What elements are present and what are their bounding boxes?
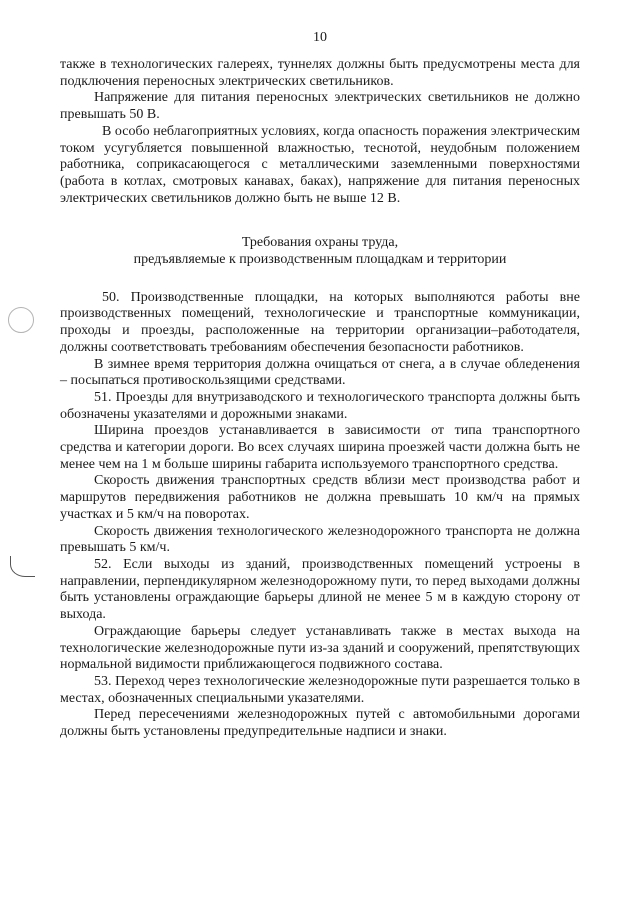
paragraph-barriers: Ограждающие барьеры следует устанавливать также в местах выхода на технологические железнодорожные пути из-за зданий и сооружений, препятствующих нормальной видимости приближающегося подвижного состава. xyxy=(60,623,580,673)
paragraph-rail-speed: Скорость движения технологического железнодорожного транспорта не должна превышать 5 км/ч. xyxy=(60,523,580,556)
punch-hole-mark xyxy=(10,556,35,577)
section-heading-line-2: предъявляемые к производственным площадкам и территории xyxy=(133,252,507,268)
punch-hole-mark xyxy=(8,307,34,333)
document-body xyxy=(60,57,580,741)
paragraph-passage-width: Ширина проездов устанавливается в зависимости от типа транспортного средства и категории дороги. Во всех случаях ширина проезжей части должна быть не менее чем на 1 м больше ширины габарита используемого транспортного средства. xyxy=(60,423,580,472)
section-heading-line-1: Требования охраны труда, xyxy=(241,235,399,251)
paragraph-item-53: 53. Переход через технологические железнодорожные пути разрешается только в местах, обозначенных специальными указателями. xyxy=(60,673,580,706)
page-number: 10 xyxy=(313,30,327,45)
paragraph-crossings: Перед пересечениями железнодорожных путей с автомобильными дорогами должны быть установлены предупредительные надписи и знаки. xyxy=(60,707,580,740)
paragraph-vehicle-speed: Скорость движения транспортных средств вблизи мест производства работ и маршрутов передвижения работников не должна превышать 10 км/ч на прямых участках и 5 км/ч на поворотах. xyxy=(60,473,580,522)
paragraph-winter-territory: В зимнее время территория должна очищаться от снега, а в случае обледенения – посыпаться противоскользящими средствами. xyxy=(60,356,580,389)
spacer xyxy=(60,207,580,235)
paragraph-item-50: 50. Производственные площадки, на которых выполняются работы вне производственных помещений, технологические и транспортные коммуникации, проходы и проезды, расположенные на территории организации–работодателя, должны соответствовать требованиям обеспечения безопасности работников. xyxy=(60,289,580,355)
paragraph-adverse-conditions: В особо неблагоприятных условиях, когда опасность поражения электрическим током усугубляется повышенной влажностью, теснотой, неудобным положением работника, соприкасающегося с металлическими заземленными поверхностями (работа в котлах, смотровых канавах, баках), напряжение для питания переносных электрических светильников должно быть не выше 12 В. xyxy=(60,123,580,206)
paragraph-item-52: 52. Если выходы из зданий, производственных помещений устроены в направлении, перпендикулярном железнодорожному пути, то перед выходами должны быть установлены ограждающие барьеры длиной не менее 5 м в каждую сторону от выхода. xyxy=(60,556,580,623)
paragraph-item-51: 51. Проезды для внутризаводского и технологического транспорта должны быть обозначены указателями и дорожными знаками. xyxy=(60,389,580,422)
spacer xyxy=(60,269,580,290)
paragraph-continuation: также в технологических галереях, туннелях должны быть предусмотрены места для подключения переносных электрических светильников. xyxy=(60,57,580,89)
paragraph-portable-lamp-voltage: Напряжение для питания переносных электрических светильников не должно превышать 50 В. xyxy=(60,90,580,123)
